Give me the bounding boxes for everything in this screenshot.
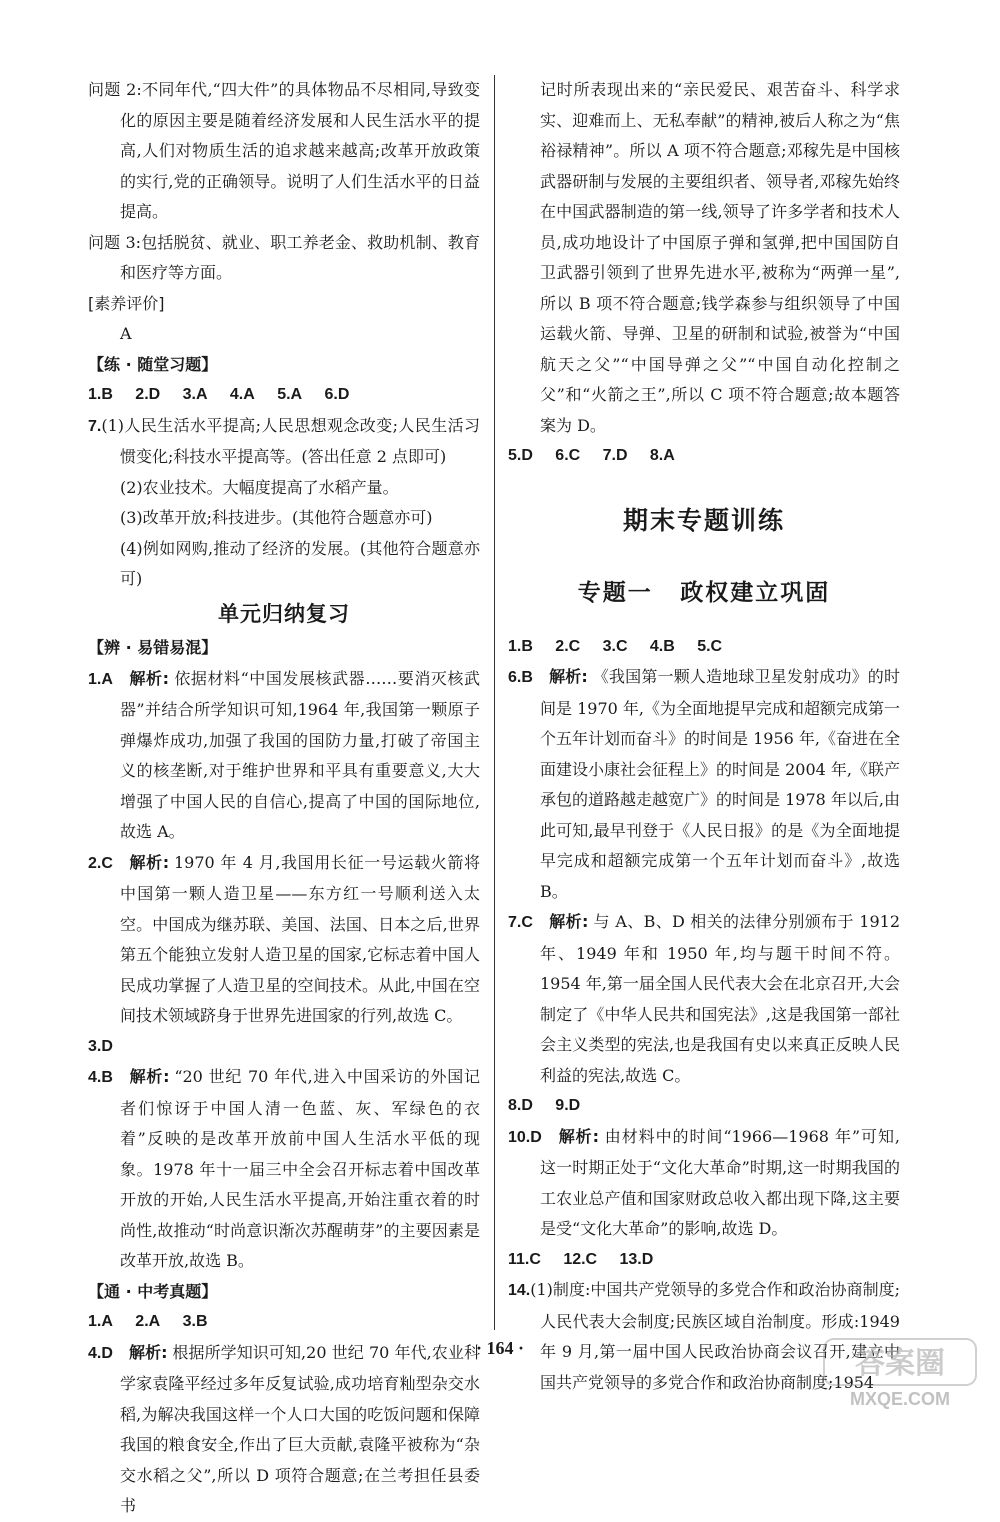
- column-divider: [494, 75, 495, 1330]
- final-topic-training-title: 期末专题训练: [622, 505, 785, 535]
- tong-tag: 【通 · 中考真题】: [88, 1281, 218, 1301]
- tong-answer-row: [88, 1307, 480, 1338]
- bian-answer-4: [88, 1062, 480, 1277]
- tong-answer-4: [88, 1338, 480, 1522]
- answer-number: 2.C: [88, 854, 113, 872]
- watermark-text: 答案圈: [855, 1346, 945, 1381]
- question-7-part-3: (3)改革开放;科技进步。(其他符合题意亦可): [120, 508, 433, 527]
- analysis-text: 依据材料“中国发展核武器……要消灭核武器”并结合所学知识可知,1964 年,我国第一颗原子弹爆炸成功,加强了我国的国防力量,打破了帝国主义的核垄断,对于维护世界和平具有重要意义,大大增强了中国人民的自信心,提高了中国的国际地位,故选 A。: [120, 668, 480, 841]
- answer-item: 2.A: [135, 1313, 161, 1330]
- answer-item: 4.A: [229, 386, 255, 403]
- watermark-domain: MXQE.COM: [849, 1389, 951, 1409]
- analysis-label: 解析:: [548, 912, 589, 931]
- answer-item: 3.C: [602, 637, 628, 655]
- answer-item: 8.D: [508, 1097, 533, 1114]
- topic-one-title: [508, 570, 900, 616]
- suyang-section-label: [88, 289, 480, 320]
- right-column: [508, 75, 900, 1398]
- answer-row-5-8: [508, 441, 900, 472]
- lian-answer-row: [88, 380, 480, 411]
- answer-item: 11.C: [508, 1250, 541, 1268]
- continued-analysis: 记时所表现出来的“亲民爱民、艰苦奋斗、科学求实、迎难而上、无私奉献”的精神,被后人称之为“焦裕禄精神”。所以 A 项不符合题意;邓稼先是中国核武器研制与发展的主要组织者、领导者,邓稼先始终在中国武器制造的第一线,领导了许多学者和技术人员,成功地设计了中国原子弹和氢弹,把中国国防自卫武器引领到了世界先进水平,被称为“两弹一星”,所以 B 项不符合题意;钱学森参与组织领导了中国运载火箭、导弹、卫星的研制和试验,被誉为“中国航天之父”“中国导弹之父”“中国自动化控制之父”和“火箭之王”,所以 C 项不符合题意;故本题答案为 D。: [540, 80, 900, 435]
- answer-row-1-5: [508, 632, 900, 663]
- lian-tag: 【练 · 随堂习题】: [88, 354, 218, 374]
- answer-number: 7.C: [508, 914, 533, 931]
- analysis-label: 解析:: [128, 1067, 170, 1086]
- answer-item: 5.A: [277, 386, 303, 403]
- suyang-tag: [素养评价]: [88, 293, 165, 313]
- analysis-text: 1970 年 4 月,我国用长征一号运载火箭将中国第一颗人造卫星——东方红一号顺利送入太空。中国成为继苏联、美国、法国、日本之后,世界第五个能独立发射人造卫星的国家,它标志着中国人民成功掌握了人造卫星的空间技术。从此,中国在空间技术领域跻身于世界先进国家的行列,故选 C。: [120, 852, 480, 1025]
- answer-item: 1.B: [88, 386, 113, 403]
- watermark-logo: [820, 1335, 980, 1413]
- answer-10: [508, 1122, 900, 1245]
- answer-item: 5.D: [508, 447, 533, 464]
- question-7-part-1: [88, 411, 480, 473]
- answer-number: 4.D: [88, 1344, 113, 1362]
- answer-number: 1.A: [88, 670, 113, 688]
- answer-item: 9.D: [555, 1097, 581, 1114]
- answer-item: 13.D: [619, 1250, 654, 1268]
- answer-item: 12.C: [563, 1250, 598, 1268]
- lian-section-label: [88, 350, 480, 381]
- bian-section-label: [88, 633, 480, 664]
- answer-7: [508, 907, 900, 1091]
- bian-answer-3: 3.D: [88, 1037, 113, 1055]
- answer-item: 8.A: [649, 447, 675, 464]
- answer-item: 2.C: [555, 637, 581, 655]
- question-7-part-2: (2)农业技术。大幅度提高了水稻产量。: [120, 477, 399, 497]
- topic-name: 政权建立巩固: [680, 579, 831, 606]
- answer-number: 4.B: [88, 1069, 113, 1086]
- tong-section-label: [88, 1277, 480, 1308]
- bian-tag: 【辨 · 易错易混】: [88, 638, 218, 657]
- analysis-text: 由材料中的时间“1966—1968 年”可知,这一时期正处于“文化大革命”时期,这一时期我国的工农业总产值和国家财政总收入都出现下降,这主要是受“文化大革命”的影响,故选 D。: [540, 1126, 900, 1238]
- answer-row-11-13: [508, 1245, 900, 1276]
- analysis-label: 解析:: [557, 1126, 600, 1146]
- answer-14-text: (1)制度:中国共产党领导的多党合作和政治协商制度;人民代表大会制度;民族区域自治制度。形成:1949 年 9 月,第一届中国人民政治协商会议召开,建立中国共产党领导的多党合作和政治协商制度;1954: [530, 1280, 900, 1392]
- answer-number: 14.: [508, 1282, 531, 1299]
- answer-item: 1.A: [88, 1313, 113, 1330]
- answer-item: 4.B: [649, 637, 675, 655]
- answer-item: 5.C: [697, 637, 723, 655]
- question-2-answer: [88, 75, 480, 228]
- suyang-answer: A: [120, 324, 132, 343]
- answer-item: 3.A: [182, 386, 208, 403]
- analysis-text: 根据所学知识可知,20 世纪 70 年代,农业科学家袁隆平经过多年反复试验,成功培育籼型杂交水稻,为解决我国这样一个人口大国的吃饭问题和保障我国的粮食安全,作出了巨大贡献,袁隆平被称为“杂交水稻之父”,所以 D 项符合题意;在兰考担任县委书: [120, 1342, 480, 1515]
- answer-6: [508, 662, 900, 907]
- bian-answer-2: [88, 848, 480, 1032]
- unit-review-title: 单元归纳复习: [218, 601, 350, 626]
- bian-answer-1: [88, 664, 480, 848]
- question-7-part-4: (4)例如网购,推动了经济的发展。(其他符合题意亦可): [120, 538, 480, 588]
- left-column: [88, 75, 480, 1522]
- answer-item: 2.D: [135, 386, 161, 403]
- analysis-label: 解析:: [128, 852, 170, 872]
- analysis-label: 解析:: [128, 668, 169, 688]
- q2-label: 问题 2:: [88, 80, 142, 99]
- analysis-text: “20 世纪 70 年代,进入中国采访的外国记者们惊讶于中国人清一色蓝、灰、军绿色的衣着”反映的是改革开放前中国人生活水平低的现象。1978 年十一届三中全会召开标志着中国改革开放的开始,人民生活水平提高,开始注重衣着的时尚性,故推动“时尚意识渐次苏醒萌芽”的主要因素是改革开放,故选 B。: [120, 1067, 480, 1270]
- page-number: · 164 ·: [475, 1338, 524, 1358]
- topic-label: 专题一: [577, 579, 653, 606]
- question-3-answer: [88, 228, 480, 289]
- q3-label: 问题 3:: [88, 232, 142, 252]
- analysis-text: 与 A、B、D 相关的法律分别颁布于 1912 年、1949 年和 1950 年,均与题干时间不符。1954 年,第一届全国人民代表大会在北京召开,大会制定了《中华人民共和国宪法》,这是我国第一部社会主义类型的宪法,也是我国有史以来真正反映人民利益的宪法,故选 C。: [540, 912, 900, 1085]
- analysis-label: 解析:: [548, 667, 588, 686]
- answer-item: 6.D: [324, 386, 350, 403]
- answer-item: 1.B: [508, 637, 533, 655]
- answer-item: 7.D: [602, 447, 628, 464]
- answer-item: 6.C: [555, 447, 581, 464]
- analysis-label: 解析:: [128, 1342, 168, 1362]
- answer-number: 6.B: [508, 669, 533, 686]
- q7-number: 7.: [88, 417, 102, 435]
- q7-part-1-text: (1)人民生活水平提高;人民思想观念改变;人民生活习惯变化;科技水平提高等。(答出任意 2 点即可): [101, 415, 480, 466]
- answer-number: 10.D: [508, 1128, 542, 1146]
- answer-row-8-9: [508, 1091, 900, 1122]
- q2-body: 不同年代,“四大件”的具体物品不尽相同,导致变化的原因主要是随着经济发展和人民生活水平的提高,人们对物质生活的追求越来越高;改革开放政策的实行,党的正确领导。说明了人们生活水平的日益提高。: [120, 80, 480, 221]
- analysis-text: 《我国第一颗人造地球卫星发射成功》的时间是 1970 年,《为全面地提早完成和超额完成第一个五年计划而奋斗》的时间是 1956 年,《奋进在全面建设小康社会征程上》的时间是 2004 年,《联产承包的道路越走越宽广》的时间是 1978 年以后,由此可知,最早刊登于《人民日报》的是《为全面地提早完成和超额完成第一个五年计划而奋斗》,故选 B。: [540, 667, 900, 901]
- answer-item: 3.B: [182, 1313, 208, 1330]
- q3-body: 包括脱贫、就业、职工养老金、救助机制、教育和医疗等方面。: [120, 232, 480, 282]
